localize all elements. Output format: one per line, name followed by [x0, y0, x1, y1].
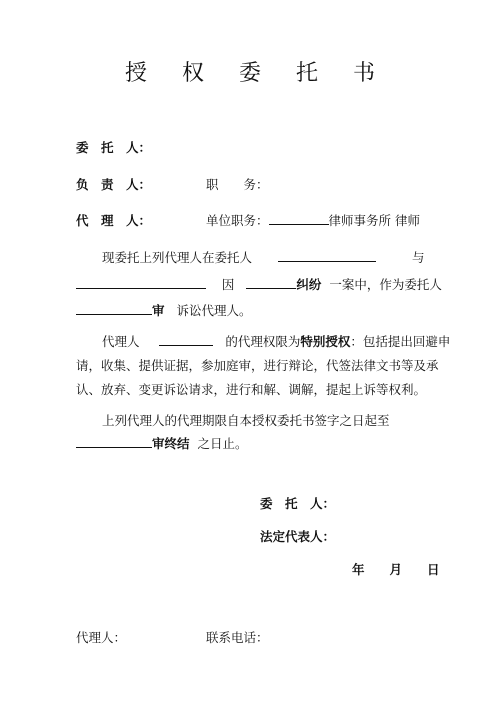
- signature-principal: 委 托 人：: [260, 496, 336, 511]
- scope-text: 的代理权限为: [225, 334, 301, 349]
- end-trial-text: 审终结: [152, 436, 190, 451]
- with-text: 与: [412, 250, 425, 265]
- party-blank[interactable]: [76, 276, 206, 289]
- para3-line2: [76, 434, 247, 452]
- footer-agent: 代理人：: [76, 630, 127, 645]
- principal-label: 委 托 人：: [76, 140, 152, 155]
- footer-phone: 联系电话：: [206, 630, 269, 645]
- responsible-label: 负 责 人：: [76, 177, 152, 192]
- lawyer-text: 律师: [395, 213, 421, 228]
- para1-line2: [76, 275, 442, 293]
- para1-line1: [102, 248, 252, 266]
- trial-blank[interactable]: [76, 302, 152, 315]
- para1-lead: 现委托上列代理人在委托人: [102, 250, 253, 265]
- para3-line1: 上列代理人的代理期限自本授权委托书签字之日起至: [102, 413, 390, 428]
- signature-legal-rep: 法定代表人：: [260, 529, 336, 544]
- agent-blank[interactable]: [159, 333, 213, 346]
- because-text: 因: [221, 277, 235, 292]
- firm-blank[interactable]: [269, 212, 329, 225]
- position-label: 职 务：: [206, 177, 269, 192]
- scope-rest: ：包括提出回避申: [350, 334, 451, 349]
- signature-date: 年 月 日: [352, 562, 440, 577]
- principal-blank[interactable]: [278, 249, 376, 262]
- para2-line1: [102, 332, 450, 350]
- para2-line2: 请，收集、提供证据，参加庭审，进行辩论，代签法律文书等及承: [76, 358, 439, 373]
- trial-text: 审: [152, 303, 165, 318]
- case-text: 一案中，作为委托人: [329, 277, 442, 292]
- term-blank[interactable]: [76, 435, 152, 448]
- until-text: 之日止。: [197, 436, 248, 451]
- page-title: 授 权 委 托 书: [125, 61, 389, 86]
- para2-agent: 代理人: [102, 334, 140, 349]
- para2-line3: 认、放弃、变更诉讼请求，进行和解、调解，提起上诉等权利。: [76, 382, 427, 397]
- agent-label: 代 理 人：: [76, 213, 152, 228]
- litigation-agent-text: 诉讼代理人。: [176, 303, 252, 318]
- para1-line3: [76, 301, 251, 319]
- unit-position-label: 单位职务：: [206, 213, 269, 228]
- special-authorization: 特别授权: [300, 334, 351, 349]
- dispute-text: 纠纷: [296, 277, 322, 292]
- dispute-blank[interactable]: [246, 276, 296, 289]
- unit-position-row: [206, 211, 420, 229]
- law-firm-text: 律师事务所: [328, 213, 392, 228]
